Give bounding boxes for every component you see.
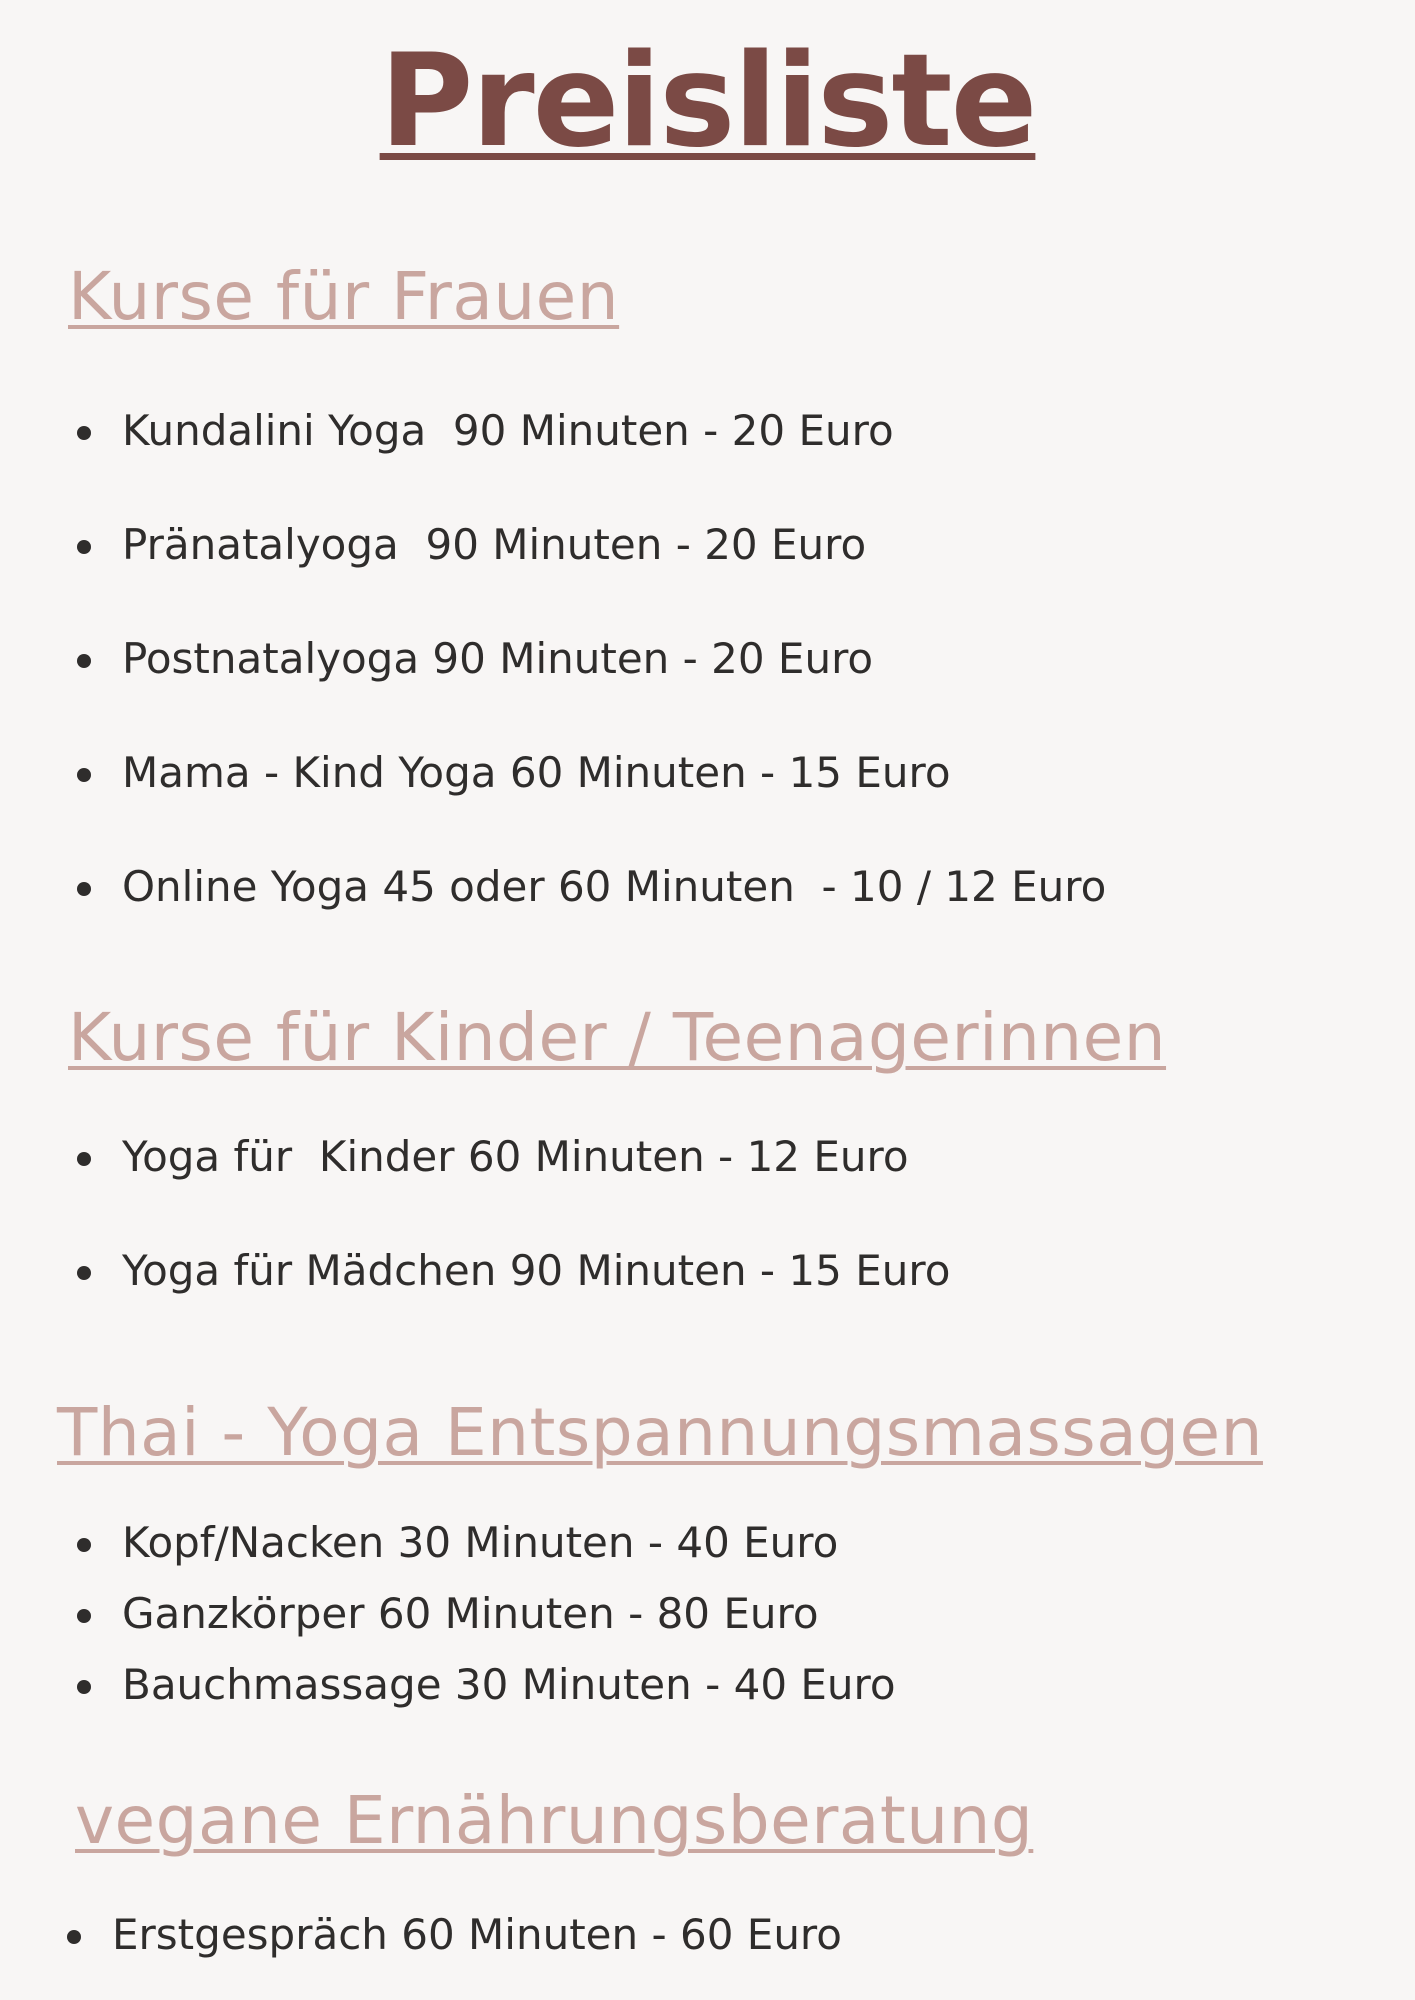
bullet-icon	[77, 540, 91, 554]
price-item-text: Online Yoga 45 oder 60 Minuten - 10 / 12 Euro	[122, 862, 1107, 911]
price-item-text: Bauchmassage 30 Minuten - 40 Euro	[122, 1660, 896, 1709]
section-heading-vegane-ernaehrung: vegane Ernährungsberatung	[75, 1782, 1034, 1859]
bullet-icon	[77, 882, 91, 896]
price-item-text: Kopf/Nacken 30 Minuten - 40 Euro	[122, 1518, 839, 1567]
bullet-icon	[77, 1538, 91, 1552]
bullet-icon	[77, 1609, 91, 1623]
bullet-icon	[77, 1266, 91, 1280]
price-item-text: Yoga für Kinder 60 Minuten - 12 Euro	[122, 1132, 909, 1181]
bullet-icon	[77, 426, 91, 440]
bullet-icon	[77, 654, 91, 668]
price-item-text: Pränatalyoga 90 Minuten - 20 Euro	[122, 520, 867, 569]
section-heading-thai-yoga: Thai - Yoga Entspannungsmassagen	[57, 1394, 1263, 1471]
bullet-icon	[77, 1152, 91, 1166]
price-item-text: Yoga für Mädchen 90 Minuten - 15 Euro	[122, 1246, 951, 1295]
price-item-text: Kundalini Yoga 90 Minuten - 20 Euro	[122, 406, 894, 455]
price-item-text: Ganzkörper 60 Minuten - 80 Euro	[122, 1589, 819, 1638]
section-heading-kurse-kinder: Kurse für Kinder / Teenagerinnen	[68, 999, 1167, 1076]
bullet-icon	[77, 1680, 91, 1694]
price-item-text: Erstgespräch 60 Minuten - 60 Euro	[112, 1910, 842, 1959]
page-title: Preisliste	[379, 27, 1036, 176]
bullet-icon	[67, 1930, 81, 1944]
price-item-text: Mama - Kind Yoga 60 Minuten - 15 Euro	[122, 748, 951, 797]
price-item-text: Postnatalyoga 90 Minuten - 20 Euro	[122, 634, 874, 683]
section-heading-kurse-frauen: Kurse für Frauen	[68, 258, 620, 335]
bullet-icon	[77, 768, 91, 782]
